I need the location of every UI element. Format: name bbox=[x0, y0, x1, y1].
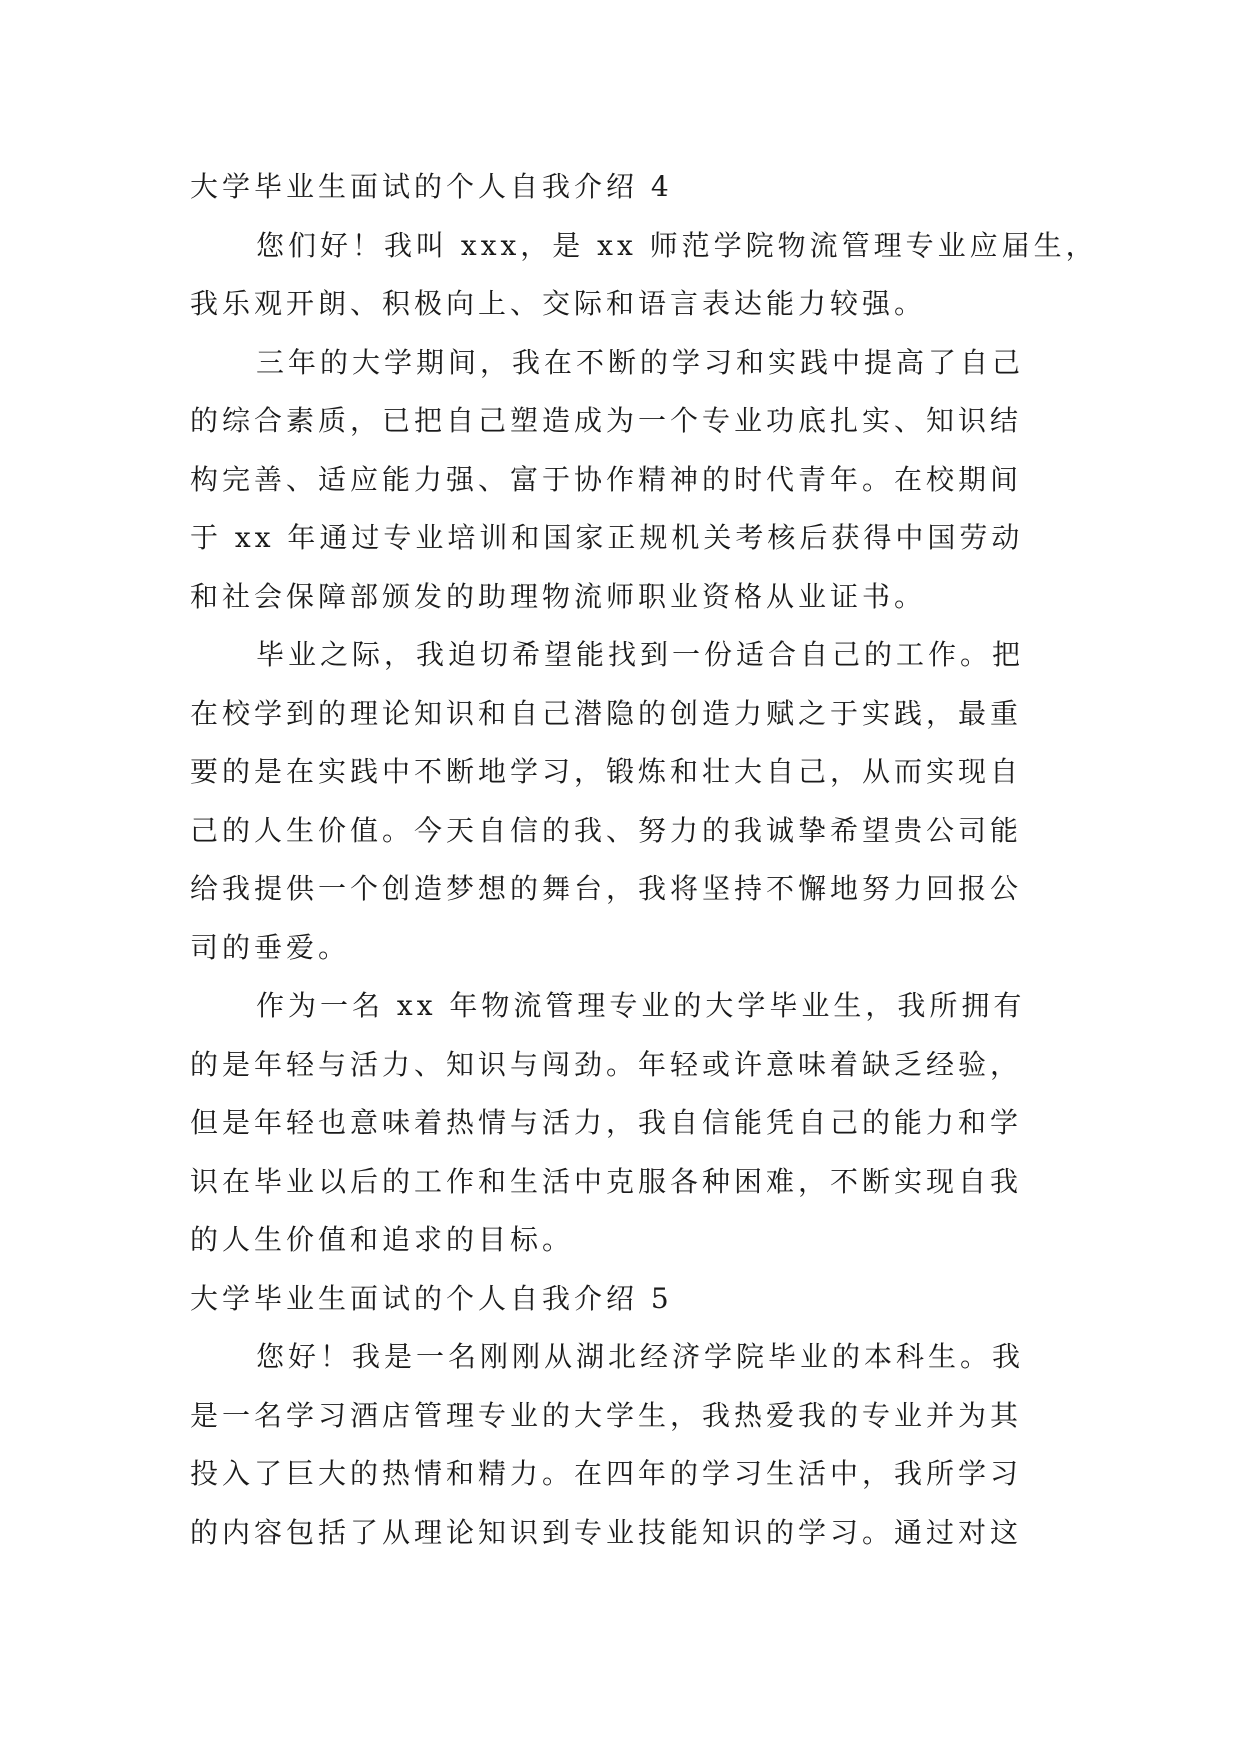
text-line: 您们好！我叫 xxx，是 xx 师范学院物流管理专业应届生， bbox=[256, 228, 1098, 262]
paragraph bbox=[190, 217, 1098, 334]
paragraph bbox=[190, 626, 1060, 977]
text-line: 您好！我是一名刚刚从湖北经济学院毕业的本科生。我 bbox=[256, 1340, 1025, 1373]
text-line: 三年的大学期间，我在不断的学习和实践中提高了自己 bbox=[256, 345, 1025, 379]
text-line: 和社会保障部颁发的助理物流师职业资格从业证书。 bbox=[190, 579, 927, 613]
text-line: 投入了巨大的热情和精力。在四年的学习生活中，我所学习 bbox=[190, 1457, 1023, 1490]
text-line: 的人生价值和追求的目标。 bbox=[190, 1223, 575, 1256]
document-body bbox=[190, 158, 1098, 1562]
text-line: 要的是在实践中不断地学习，锻炼和壮大自己，从而实现自 bbox=[190, 755, 1023, 788]
text-line: 的是年轻与活力、知识与闯劲。年轻或许意味着缺乏经验， bbox=[190, 1047, 1023, 1081]
text-line: 己的人生价值。今天自信的我、努力的我诚挚希望贵公司能 bbox=[190, 813, 1023, 847]
text-line: 于 xx 年通过专业培训和国家正规机关考核后获得中国劳动 bbox=[190, 521, 1024, 554]
text-line: 我乐观开朗、积极向上、交际和语言表达能力较强。 bbox=[190, 287, 927, 320]
text-line: 构完善、适应能力强、富于协作精神的时代青年。在校期间 bbox=[190, 462, 1023, 496]
section-heading-5: 大学毕业生面试的个人自我介绍 5 bbox=[190, 1281, 673, 1315]
paragraph bbox=[190, 1328, 1060, 1562]
text-line: 但是年轻也意味着热情与活力，我自信能凭自己的能力和学 bbox=[190, 1106, 1023, 1139]
text-line: 识在毕业以后的工作和生活中克服各种困难，不断实现自我 bbox=[190, 1164, 1023, 1198]
paragraph bbox=[190, 977, 1060, 1270]
text-line: 的内容包括了从理论知识到专业技能知识的学习。通过对这 bbox=[190, 1515, 1023, 1549]
text-line: 的综合素质，已把自己塑造成为一个专业功底扎实、知识结 bbox=[190, 404, 1023, 437]
text-line: 毕业之际，我迫切希望能找到一份适合自己的工作。把 bbox=[256, 638, 1025, 671]
text-line: 作为一名 xx 年物流管理专业的大学毕业生，我所拥有 bbox=[256, 989, 1026, 1022]
section-heading-4: 大学毕业生面试的个人自我介绍 4 bbox=[190, 170, 673, 203]
paragraph bbox=[190, 334, 1060, 627]
text-line: 在校学到的理论知识和自己潜隐的创造力赋之于实践，最重 bbox=[190, 696, 1023, 730]
text-line: 给我提供一个创造梦想的舞台，我将坚持不懈地努力回报公 bbox=[190, 872, 1023, 905]
text-line: 是一名学习酒店管理专业的大学生，我热爱我的专业并为其 bbox=[190, 1398, 1023, 1432]
text-line: 司的垂爱。 bbox=[190, 930, 351, 964]
